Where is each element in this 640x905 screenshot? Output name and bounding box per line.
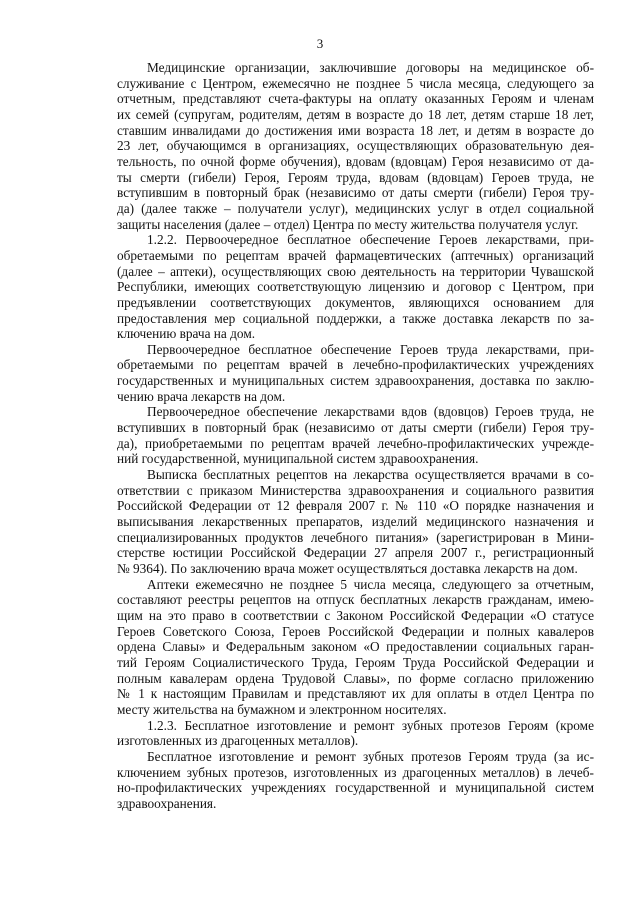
text-line: служивание с Центром, ежемесячно не позднее 5 числа месяца, следующего за	[117, 75, 594, 91]
text-line: составляют реестры рецептов на отпуск бесплатных лекарств гражданам, имею-	[117, 592, 594, 608]
text-line: специализированных продуктов лечебного питания» (зарегистрирован в Мини-	[117, 529, 594, 545]
text-line: отчетным, представляют счета-фактуры на оплату оказанных Героям и членам	[117, 91, 594, 107]
text-line: ний государственной, муниципальной систем здравоохранения.	[117, 451, 479, 467]
text-line: Медицинские организации, заключившие договоры на медицинское об-	[147, 60, 594, 75]
text-line: государственных и муниципальных систем здравоохранения, доставка по заклю-	[117, 373, 594, 389]
text-line: вступившим в повторный брак (независимо от даты смерти (гибели) Героя тру-	[117, 185, 594, 201]
text-line: да), приобретаемыми по рецептам врачей лечебно-профилактических учрежде-	[117, 435, 594, 451]
text-line: да) (далее также – получатели услуг), медицинских услуг в отдел социальной	[117, 200, 594, 216]
page-number: 3	[316, 36, 324, 51]
paragraph-8	[117, 749, 594, 812]
text-line: месту жительства на бумажном и электронном носителях.	[117, 701, 447, 717]
text-line: 1.2.2. Первоочередное бесплатное обеспечение Героев лекарствами, при-	[147, 232, 594, 248]
text-line: № 1 к настоящим Правилам и представляют их для оплаты в отдел Центра по	[117, 686, 594, 702]
text-line: ответствии с приказом Министерства здравоохранения и социального развития	[117, 482, 594, 498]
text-line: Аптеки ежемесячно не позднее 5 числа месяца, следующего за отчетным,	[147, 576, 594, 592]
text-line: выписывания лекарственных препаратов, изделий медицинского назначения и	[117, 514, 594, 530]
text-line: Первоочередное обеспечение лекарствами вдов (вдовцов) Героев труда, не	[147, 404, 594, 420]
text-line: изготовленных из драгоценных металлов).	[117, 733, 359, 749]
text-line: Российской Федерации от 12 февраля 2007 г. № 110 «О порядке назначения и	[117, 498, 594, 514]
text-line: их семей (супругам, родителям, детям в возрасте до 18 лет, детям старше 18 лет,	[117, 106, 594, 122]
paragraph-5	[117, 467, 594, 577]
paragraph-1	[117, 60, 594, 232]
text-line: ордена Славы» и Федеральным законом «О предоставлении социальных гаран-	[117, 639, 594, 655]
paragraph-3	[117, 342, 594, 405]
paragraph-2	[117, 232, 594, 342]
text-line: предоставления мер социальной поддержки, а также доставка лекарств по за-	[117, 310, 594, 326]
text-line: стерстве юстиции Российской Федерации 27 апреля 2007 г., регистрационный	[117, 545, 594, 561]
text-line: Первоочередное бесплатное обеспечение Героев труда лекарствами, при-	[147, 341, 594, 357]
text-line: щим на это право в соответствии с Законом Российской Федерации «О статусе	[117, 607, 594, 623]
text-line: Выписка бесплатных рецептов на лекарства осуществляется врачами в со-	[147, 467, 594, 483]
text-line: ключением зубных протезов, изготовленных из драгоценных металлов) в лечеб-	[117, 764, 594, 780]
text-line: ты смерти (гибели) Героя, Героям труда, вдовам (вдовцам) Героев труда, не	[117, 169, 594, 185]
text-line: предъявлении соответствующих документов, являющихся основанием для	[117, 294, 594, 310]
text-line: но-профилактических учреждениях государственной и муниципальной систем	[117, 780, 594, 796]
text-line: ставшим инвалидами до достижения ими возраста 18 лет, и детям в возрасте до	[117, 122, 594, 138]
paragraph-7	[117, 718, 594, 749]
text-line: вступивших в повторный брак (независимо от даты смерти (гибели) Героя тру-	[117, 420, 594, 436]
text-line: тельность, по очной форме обучения), вдовам (вдовцам) Героя независимо от да-	[117, 153, 594, 169]
text-line: чению врача лекарств на дом.	[117, 388, 286, 404]
text-line: 1.2.3. Бесплатное изготовление и ремонт зубных протезов Героям (кроме	[147, 717, 594, 733]
text-line: обретаемыми по рецептам врачей в лечебно-профилактических учреждениях	[117, 357, 594, 373]
text-line: ключению врача на дом.	[117, 326, 256, 342]
text-line: защиты населения (далее – отдел) Центра по месту жительства получателя услуг.	[117, 216, 579, 232]
text-line: обретаемыми по рецептам врачей фармацевтических (аптечных) организаций	[117, 247, 594, 263]
text-line: здравоохранения.	[117, 795, 217, 811]
text-line: № 9364). По заключению врача может осуществляться доставка лекарств на дом.	[117, 561, 578, 576]
paragraph-4	[117, 404, 594, 467]
text-line: тий Героям Социалистического Труда, Героям Труда Российской Федерации и	[117, 654, 594, 670]
text-line: Бесплатное изготовление и ремонт зубных протезов Героям труда (за ис-	[147, 748, 594, 764]
paragraph-6	[117, 577, 594, 718]
text-line: Героев Советского Союза, Героев Российской Федерации и полных кавалеров	[117, 623, 594, 639]
text-line: (далее – аптеки), осуществляющих свою деятельность на территории Чувашской	[117, 263, 594, 279]
text-line: 23 лет, обучающимся в организациях, осуществляющих образовательную дея-	[117, 138, 594, 154]
text-line: полным кавалерам ордена Трудовой Славы», по форме согласно приложению	[117, 670, 594, 686]
text-line: Республики, имеющих соответствующую лицензию и договор с Центром, при	[117, 279, 594, 295]
document-body	[117, 60, 594, 812]
